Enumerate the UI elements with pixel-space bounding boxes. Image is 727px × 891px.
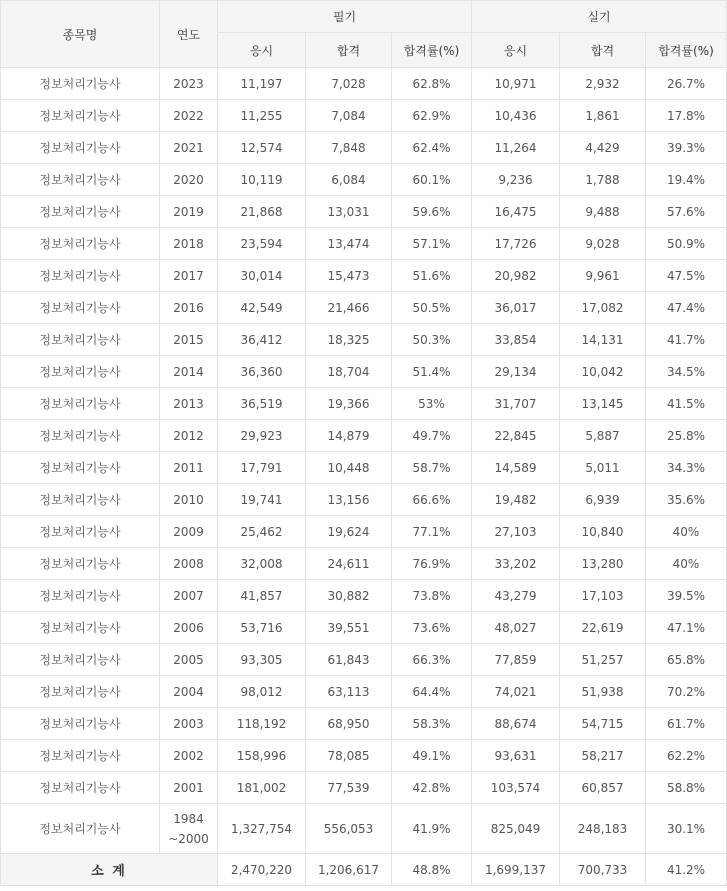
cell-written-rate: 62.9%	[392, 100, 472, 132]
cell-year: 2019	[160, 196, 218, 228]
cell-practical-applicants: 74,021	[472, 676, 560, 708]
cell-practical-passed: 17,103	[560, 580, 646, 612]
cell-written-rate: 42.8%	[392, 772, 472, 804]
cell-written-passed: 21,466	[306, 292, 392, 324]
cell-name: 정보처리기능사	[1, 516, 160, 548]
cell-written-passed: 6,084	[306, 164, 392, 196]
cell-practical-applicants: 17,726	[472, 228, 560, 260]
table-row	[1, 516, 727, 548]
cell-practical-passed: 14,131	[560, 324, 646, 356]
cell-written-applicants: 25,462	[218, 516, 306, 548]
cell-practical-rate: 47.1%	[646, 612, 727, 644]
cell-practical-rate: 61.7%	[646, 708, 727, 740]
cell-practical-applicants: 19,482	[472, 484, 560, 516]
cell-practical-passed: 51,257	[560, 644, 646, 676]
cell-written-applicants: 12,574	[218, 132, 306, 164]
cell-practical-passed: 58,217	[560, 740, 646, 772]
cell-name: 정보처리기능사	[1, 388, 160, 420]
total-written-applicants: 2,470,220	[218, 854, 306, 886]
cell-practical-applicants: 16,475	[472, 196, 560, 228]
header-practical-applicants: 응시	[472, 33, 560, 68]
cell-practical-rate: 25.8%	[646, 420, 727, 452]
cell-practical-applicants: 10,436	[472, 100, 560, 132]
cell-written-passed: 39,551	[306, 612, 392, 644]
cell-written-applicants: 42,549	[218, 292, 306, 324]
cell-written-rate: 58.3%	[392, 708, 472, 740]
cell-written-applicants: 30,014	[218, 260, 306, 292]
cell-written-passed: 13,474	[306, 228, 392, 260]
header-practical-passed: 합격	[560, 33, 646, 68]
cell-practical-applicants: 14,589	[472, 452, 560, 484]
cell-written-applicants: 11,197	[218, 68, 306, 100]
total-practical-passed: 700,733	[560, 854, 646, 886]
cell-year: 2002	[160, 740, 218, 772]
cell-written-passed: 18,325	[306, 324, 392, 356]
cell-written-rate: 50.3%	[392, 324, 472, 356]
total-practical-rate: 41.2%	[646, 854, 727, 886]
cell-written-rate: 76.9%	[392, 548, 472, 580]
table-row	[1, 676, 727, 708]
cell-practical-applicants: 33,854	[472, 324, 560, 356]
cell-name: 정보처리기능사	[1, 356, 160, 388]
cell-practical-applicants: 36,017	[472, 292, 560, 324]
cell-practical-passed: 1,788	[560, 164, 646, 196]
cell-year: 2004	[160, 676, 218, 708]
cell-written-applicants: 53,716	[218, 612, 306, 644]
cell-practical-applicants: 77,859	[472, 644, 560, 676]
header-written: 필기	[218, 1, 472, 33]
cell-written-applicants: 36,360	[218, 356, 306, 388]
cell-written-passed: 77,539	[306, 772, 392, 804]
table-row	[1, 804, 727, 854]
cell-name: 정보처리기능사	[1, 484, 160, 516]
cell-written-rate: 60.1%	[392, 164, 472, 196]
table-row	[1, 452, 727, 484]
cell-practical-rate: 47.5%	[646, 260, 727, 292]
cell-written-applicants: 118,192	[218, 708, 306, 740]
cell-written-passed: 61,843	[306, 644, 392, 676]
total-written-passed: 1,206,617	[306, 854, 392, 886]
table-row	[1, 324, 727, 356]
cell-year: 2006	[160, 612, 218, 644]
cell-practical-applicants: 9,236	[472, 164, 560, 196]
cell-name: 정보처리기능사	[1, 324, 160, 356]
cell-written-applicants: 19,741	[218, 484, 306, 516]
cell-year: 2012	[160, 420, 218, 452]
cell-name: 정보처리기능사	[1, 164, 160, 196]
cell-practical-applicants: 27,103	[472, 516, 560, 548]
cell-written-applicants: 1,327,754	[218, 804, 306, 854]
table-header	[1, 1, 727, 68]
cell-written-rate: 62.8%	[392, 68, 472, 100]
cell-year: 2005	[160, 644, 218, 676]
header-practical-rate: 합격률(%)	[646, 33, 727, 68]
cell-year: 2021	[160, 132, 218, 164]
cell-name: 정보처리기능사	[1, 772, 160, 804]
cell-written-applicants: 36,519	[218, 388, 306, 420]
cell-written-rate: 41.9%	[392, 804, 472, 854]
cell-practical-applicants: 10,971	[472, 68, 560, 100]
cell-year: 2018	[160, 228, 218, 260]
table-row	[1, 132, 727, 164]
cell-written-passed: 556,053	[306, 804, 392, 854]
cell-practical-rate: 47.4%	[646, 292, 727, 324]
cell-written-applicants: 158,996	[218, 740, 306, 772]
table-row	[1, 484, 727, 516]
cell-name: 정보처리기능사	[1, 548, 160, 580]
cell-name: 정보처리기능사	[1, 804, 160, 854]
cell-written-rate: 50.5%	[392, 292, 472, 324]
table-row	[1, 740, 727, 772]
cell-practical-rate: 40%	[646, 548, 727, 580]
cell-name: 정보처리기능사	[1, 260, 160, 292]
cell-written-passed: 10,448	[306, 452, 392, 484]
cell-written-applicants: 17,791	[218, 452, 306, 484]
cell-year: 2009	[160, 516, 218, 548]
cell-practical-applicants: 88,674	[472, 708, 560, 740]
cell-practical-passed: 6,939	[560, 484, 646, 516]
table-row	[1, 772, 727, 804]
cell-written-passed: 13,031	[306, 196, 392, 228]
cell-written-passed: 24,611	[306, 548, 392, 580]
total-row	[1, 854, 727, 886]
cell-written-passed: 63,113	[306, 676, 392, 708]
cell-written-applicants: 98,012	[218, 676, 306, 708]
cell-name: 정보처리기능사	[1, 292, 160, 324]
cell-written-passed: 14,879	[306, 420, 392, 452]
cell-written-passed: 15,473	[306, 260, 392, 292]
cell-written-rate: 66.6%	[392, 484, 472, 516]
cell-practical-passed: 4,429	[560, 132, 646, 164]
table-row	[1, 612, 727, 644]
cell-written-applicants: 11,255	[218, 100, 306, 132]
cell-year: 2023	[160, 68, 218, 100]
cell-written-rate: 73.8%	[392, 580, 472, 612]
cell-written-applicants: 181,002	[218, 772, 306, 804]
cell-name: 정보처리기능사	[1, 644, 160, 676]
cell-name: 정보처리기능사	[1, 580, 160, 612]
table-row	[1, 68, 727, 100]
cell-written-rate: 49.1%	[392, 740, 472, 772]
cell-written-rate: 77.1%	[392, 516, 472, 548]
cell-written-passed: 19,624	[306, 516, 392, 548]
header-name: 종목명	[1, 1, 160, 68]
cell-year: 2020	[160, 164, 218, 196]
table-row	[1, 196, 727, 228]
cell-written-rate: 73.6%	[392, 612, 472, 644]
cell-year: 2011	[160, 452, 218, 484]
cell-written-rate: 62.4%	[392, 132, 472, 164]
cell-written-rate: 53%	[392, 388, 472, 420]
cell-written-passed: 7,084	[306, 100, 392, 132]
cell-name: 정보처리기능사	[1, 612, 160, 644]
cell-year: 2008	[160, 548, 218, 580]
cell-practical-rate: 41.5%	[646, 388, 727, 420]
cell-practical-rate: 58.8%	[646, 772, 727, 804]
cell-written-passed: 7,848	[306, 132, 392, 164]
header-written-rate: 합격률(%)	[392, 33, 472, 68]
table-row	[1, 388, 727, 420]
cell-written-passed: 18,704	[306, 356, 392, 388]
cell-practical-rate: 34.3%	[646, 452, 727, 484]
table-row	[1, 100, 727, 132]
cell-practical-rate: 39.5%	[646, 580, 727, 612]
table-row	[1, 292, 727, 324]
cell-practical-rate: 50.9%	[646, 228, 727, 260]
cell-year: 2001	[160, 772, 218, 804]
cell-practical-rate: 17.8%	[646, 100, 727, 132]
cell-practical-passed: 22,619	[560, 612, 646, 644]
cell-written-rate: 59.6%	[392, 196, 472, 228]
cell-practical-rate: 39.3%	[646, 132, 727, 164]
cell-written-passed: 30,882	[306, 580, 392, 612]
cell-practical-applicants: 22,845	[472, 420, 560, 452]
cell-year: 2016	[160, 292, 218, 324]
cell-written-rate: 57.1%	[392, 228, 472, 260]
cell-practical-rate: 30.1%	[646, 804, 727, 854]
cell-written-rate: 49.7%	[392, 420, 472, 452]
cell-name: 정보처리기능사	[1, 740, 160, 772]
cell-practical-applicants: 93,631	[472, 740, 560, 772]
cell-practical-rate: 57.6%	[646, 196, 727, 228]
cell-name: 정보처리기능사	[1, 68, 160, 100]
table-row	[1, 420, 727, 452]
cell-practical-passed: 2,932	[560, 68, 646, 100]
cell-name: 정보처리기능사	[1, 452, 160, 484]
cell-practical-passed: 13,145	[560, 388, 646, 420]
cell-year: 2003	[160, 708, 218, 740]
cell-practical-passed: 1,861	[560, 100, 646, 132]
cell-written-applicants: 10,119	[218, 164, 306, 196]
cell-practical-rate: 26.7%	[646, 68, 727, 100]
table-row	[1, 548, 727, 580]
cell-practical-passed: 9,488	[560, 196, 646, 228]
table-row	[1, 580, 727, 612]
cell-practical-applicants: 48,027	[472, 612, 560, 644]
cell-year: 2013	[160, 388, 218, 420]
cell-written-applicants: 36,412	[218, 324, 306, 356]
header-written-applicants: 응시	[218, 33, 306, 68]
cell-written-applicants: 21,868	[218, 196, 306, 228]
cell-name: 정보처리기능사	[1, 420, 160, 452]
cell-practical-passed: 5,011	[560, 452, 646, 484]
cell-practical-rate: 34.5%	[646, 356, 727, 388]
cell-practical-applicants: 33,202	[472, 548, 560, 580]
cell-name: 정보처리기능사	[1, 228, 160, 260]
cell-practical-rate: 35.6%	[646, 484, 727, 516]
cell-written-applicants: 41,857	[218, 580, 306, 612]
cell-practical-passed: 248,183	[560, 804, 646, 854]
cell-practical-passed: 51,938	[560, 676, 646, 708]
header-year: 연도	[160, 1, 218, 68]
cell-practical-rate: 19.4%	[646, 164, 727, 196]
cell-written-passed: 7,028	[306, 68, 392, 100]
cell-written-applicants: 32,008	[218, 548, 306, 580]
table-row	[1, 644, 727, 676]
table-body	[1, 68, 727, 854]
header-written-passed: 합격	[306, 33, 392, 68]
cell-name: 정보처리기능사	[1, 708, 160, 740]
cell-written-applicants: 29,923	[218, 420, 306, 452]
total-label: 소 계	[1, 854, 218, 886]
total-written-rate: 48.8%	[392, 854, 472, 886]
cell-year: 2010	[160, 484, 218, 516]
cell-name: 정보처리기능사	[1, 676, 160, 708]
cell-written-rate: 51.6%	[392, 260, 472, 292]
cell-practical-rate: 41.7%	[646, 324, 727, 356]
cell-practical-passed: 9,028	[560, 228, 646, 260]
header-practical: 실기	[472, 1, 727, 33]
cell-written-passed: 68,950	[306, 708, 392, 740]
cell-written-applicants: 23,594	[218, 228, 306, 260]
table-footer	[1, 854, 727, 886]
cell-year: 2007	[160, 580, 218, 612]
cell-practical-passed: 54,715	[560, 708, 646, 740]
cell-written-passed: 78,085	[306, 740, 392, 772]
cell-practical-applicants: 43,279	[472, 580, 560, 612]
cell-written-rate: 66.3%	[392, 644, 472, 676]
cell-practical-passed: 10,042	[560, 356, 646, 388]
cell-written-rate: 51.4%	[392, 356, 472, 388]
table-row	[1, 164, 727, 196]
cell-practical-applicants: 29,134	[472, 356, 560, 388]
cell-written-passed: 19,366	[306, 388, 392, 420]
table-row	[1, 356, 727, 388]
cell-practical-applicants: 11,264	[472, 132, 560, 164]
cell-name: 정보처리기능사	[1, 196, 160, 228]
table-row	[1, 228, 727, 260]
cell-practical-applicants: 31,707	[472, 388, 560, 420]
cell-practical-rate: 40%	[646, 516, 727, 548]
cell-practical-passed: 5,887	[560, 420, 646, 452]
cell-name: 정보처리기능사	[1, 132, 160, 164]
cell-year: 2017	[160, 260, 218, 292]
cell-practical-applicants: 20,982	[472, 260, 560, 292]
cell-practical-passed: 60,857	[560, 772, 646, 804]
cell-practical-rate: 70.2%	[646, 676, 727, 708]
total-practical-applicants: 1,699,137	[472, 854, 560, 886]
cell-practical-rate: 65.8%	[646, 644, 727, 676]
cell-written-rate: 64.4%	[392, 676, 472, 708]
cell-year: 2015	[160, 324, 218, 356]
cell-practical-passed: 9,961	[560, 260, 646, 292]
cell-practical-applicants: 103,574	[472, 772, 560, 804]
cell-practical-rate: 62.2%	[646, 740, 727, 772]
cell-name: 정보처리기능사	[1, 100, 160, 132]
table-row	[1, 260, 727, 292]
table-row	[1, 708, 727, 740]
cell-practical-applicants: 825,049	[472, 804, 560, 854]
cell-written-rate: 58.7%	[392, 452, 472, 484]
cell-year: 2022	[160, 100, 218, 132]
cell-written-passed: 13,156	[306, 484, 392, 516]
cell-practical-passed: 17,082	[560, 292, 646, 324]
cell-year: 2014	[160, 356, 218, 388]
cell-year: 1984 ~2000	[160, 804, 218, 854]
cell-practical-passed: 13,280	[560, 548, 646, 580]
cell-written-applicants: 93,305	[218, 644, 306, 676]
cell-practical-passed: 10,840	[560, 516, 646, 548]
